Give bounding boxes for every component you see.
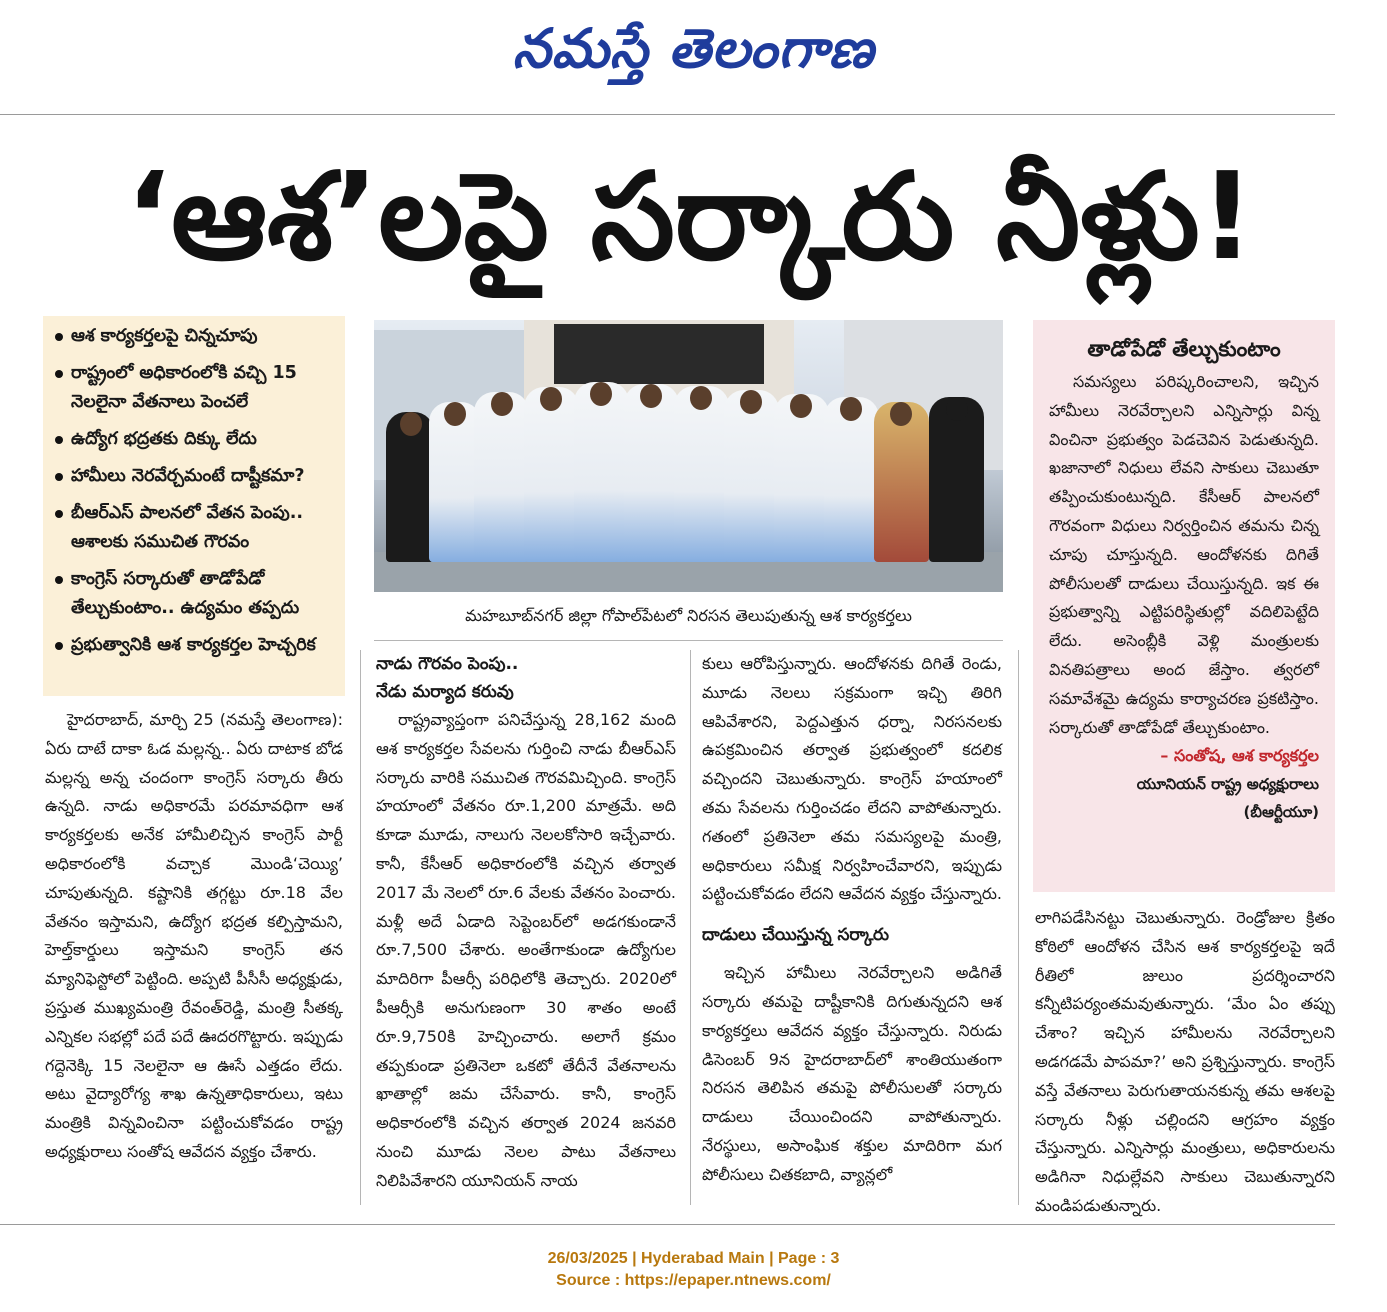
photo-person: [674, 386, 729, 562]
column-divider: [690, 650, 691, 1205]
article-column-1: హైదరాబాద్, మార్చి 25 (నమస్తే తెలంగాణ): ఏరు దాటే దాకా ఓడ మల్లన్న.. ఏరు దాటాక బోడ మల్లన్న అన్న చందంగా కాంగ్రెస్ సర్కారు తీరు ఉన్నది. నాడు అధికారమే పరమావధిగా ఆశ కార్యకర్తలకు అనేక హామీలిచ్చిన కాంగ్రెస్ పార్టీ అధికారంలోకి వచ్చాక మొండి‘చెయ్యి’ చూపుతున్నది. కష్టానికి తగ్గట్టు రూ.18 వేల వేతనం ఇస్తామని, ఉద్యోగ భద్రత కల్పిస్తామని, హెల్త్‌కార్డులు ఇస్తామని కాంగ్రెస్ తన మ్యానిఫెస్టోలో పెట్టింది. అప్పటి పీసీసీ అధ్యక్షుడు, ప్రస్తుత ముఖ్యమంత్రి రేవంత్‌రెడ్డి, మంత్రి సీతక్క ఎన్నికల సభల్లో పదే పదే ఊదరగొట్టారు. ఇప్పుడు గద్దెనెక్కి 15 నెలలైనా ఆ ఊసే ఎత్తడం లేదు. అటు వైద్యారోగ్య శాఖ ఉన్నతాధికారులు, ఇటు మంత్రికి విన్నవించినా పట్టించుకోవడం రాష్ట్ర అధ్యక్షురాలు సంతోష ఆవేదన వ్యక్తం చేశారు.: [45, 710, 343, 1161]
bullet-item: ఆశ కార్యకర్తలపై చిన్నచూపు: [55, 322, 337, 351]
article-column-4: లాగిపడేసినట్టు చెబుతున్నారు. రెండ్రోజుల క్రితం కోఠిలో ఆందోళన చేసిన ఆశ కార్యకర్తలపై ఇదే రీతిలో జులుం ప్రదర్శించారని కన్నీటిపర్యంతమవుతున్నారు. ‘మేం ఏం తప్పు చేశాం? ఇచ్చిన హామీలను నెరవేర్చాలని అడగడమే పాపమా?’ అని ప్రశ్నిస్తున్నారు. కాంగ్రెస్ వస్తే వేతనాలు పెరుగుతాయనకున్న తమ ఆశలపై సర్కారు నీళ్లు చల్లిందని ఆగ్రహం వ్యక్తం చేస్తున్నారు. ఎన్నిసార్లు మంత్రులు, అధికారులను అడిగినా నిధుల్లేవని సాకులు చెబుతున్నారని మండిపడుతున్నారు.: [1035, 908, 1335, 1215]
photo-person: [774, 394, 829, 562]
footer-date-line: 26/03/2025 | Hyderabad Main | Page : 3: [547, 1250, 840, 1267]
column-subhead: నేడు మర్యాద కరువు: [376, 682, 514, 702]
column-text: కులు ఆరోపిస్తున్నారు. ఆందోళనకు దిగితే రెండు, మూడు నెలలు సక్రమంగా ఇచ్చి తిరిగి ఆపివేశారని, పెద్దఎత్తున ధర్నా, నిరసనలకు ఉపక్రమించిన తర్వాత ప్రభుత్వంలో కదలిక వచ్చిందని చెబుతున్నారు. కాంగ్రెస్ హయాంలో తమ సేవలను గుర్తించడం లేదని వాపోతున్నారు. గతంలో ప్రతినెలా తమ సమస్యలపై మంత్రి, అధికారులు సమీక్ష నిర్వహించేవారని, ఇప్పుడు పట్టించుకోవడం లేదని ఆవేదన వ్యక్తం చేస్తున్నారు.: [702, 654, 1002, 904]
bullet-item: బీఆర్ఎస్ పాలనలో వేతన పెంపు.. ఆశాలకు సముచిత గౌరవం: [55, 499, 337, 557]
photo-head: [491, 392, 513, 416]
sidebar-body: సమస్యలు పరిష్కరించాలని, ఇచ్చిన హామీలు నెరవేర్చాలని ఎన్నిసార్లు విన్న వించినా ప్రభుత్వం పెడచెవిన పెడుతున్నది. ఖజానాలో నిధులు లేవని సాకులు చెబుతూ తప్పించుకుంటున్నది. కేసీఆర్ పాలనలో గౌరవంగా విధులు నిర్వర్తించిన తమను చిన్న చూపు చూస్తున్నది. ఆందోళనకు దిగితే పోలీసులతో దాడులు చేయిస్తున్నది. ఇక ఈ ప్రభుత్వాన్ని ఎట్టిపరిస్థితుల్లో వదిలిపెట్టేది లేదు. అసెంబ్లీకి వెళ్లి మంత్రులకు వినతిపత్రాలు అంద జేస్తాం. త్వరలో సమావేశమై ఉద్యమ కార్యాచరణ ప్రకటిస్తాం. సర్కారుతో తాడోపేడో తేల్చుకుంటాం.: [1049, 372, 1319, 737]
top-rule: [0, 114, 1335, 115]
photo-head: [790, 394, 812, 418]
protest-photo: [374, 320, 1003, 592]
photo-head: [840, 397, 862, 421]
bullet-item: కాంగ్రెస్ సర్కారుతో తాడోపేడో తేల్చుకుంటాం.. ఉద్యమం తప్పదు: [55, 565, 337, 623]
sidebar-title: తాడోపేడో తేల్చుకుంటాం: [1087, 337, 1281, 361]
photo-person: [824, 397, 879, 562]
signature-role: యూనియన్ రాష్ట్ర అధ్యక్షురాలు: [1136, 775, 1319, 794]
photo-signboard: [554, 324, 764, 384]
sidebar-box: [1033, 320, 1335, 892]
bottom-rule: [0, 1224, 1335, 1225]
bullet-item: హామీలు నెరవేర్చమంటే దాష్టీకమా?: [55, 462, 337, 491]
photo-person: [874, 402, 929, 562]
photo-person: [524, 387, 579, 562]
sidebar-signature: [1049, 742, 1319, 770]
article-column-2: [376, 650, 676, 1196]
headline: [40, 128, 1340, 308]
photo-head: [690, 386, 712, 410]
photo-head: [590, 382, 612, 406]
signature-credit: (బీఆర్టీయూ): [1243, 803, 1319, 822]
column-text: రాష్ట్రవ్యాప్తంగా పనిచేస్తున్న 28,162 మంది ఆశ కార్యకర్తల సేవలను గుర్తించి నాడు బీఆర్ఎస్ సర్కారు వారికి సముచిత గౌరవమిచ్చింది. కాంగ్రెస్ హయాంలో వేతనం రూ.1,200 మాత్రమే. అది కూడా మూడు, నాలుగు నెలలకోసారి ఇచ్చేవారు. కానీ, కేసీఆర్ అధికారంలోకి వచ్చిన తర్వాత 2017 మే నెలలో రూ.6 వేలకు వేతనం పెంచారు. మళ్లీ అదే ఏడాది సెప్టెంబర్‌లో అడగకుండానే రూ.7,500 చేశారు. అంతేగాకుండా ఉద్యోగుల మాదిరిగా పీఆర్సీ పరిధిలోకి తెచ్చారు. 2020లో పీఆర్సీకి అనుగుణంగా 30 శాతం అంటే రూ.9,750కి హెచ్చించారు. అలాగే క్రమం తప్పకుండా ప్రతినెలా ఒకటో తేదీనే వేతనాలను ఖాతాల్లో జమ చేసేవారు. కానీ, కాంగ్రెస్ అధికారంలోకి వచ్చిన తర్వాత 2024 జనవరి నుంచి మూడు నెలల పాటు వేతనాలు నిలిపివేశారని యూనియన్ నాయ: [376, 710, 676, 1190]
photo-head: [400, 412, 422, 436]
photo-person: [929, 397, 984, 562]
photo-head: [946, 397, 968, 421]
bullet-item: ప్రభుత్వానికి ఆశ కార్యకర్తల హెచ్చరిక: [55, 631, 337, 660]
photo-head: [444, 402, 466, 426]
photo-person: [574, 382, 629, 562]
column-text: ఇచ్చిన హామీలు నెరవేర్చాలని అడిగితే సర్కారు తమపై దాష్టీకానికి దిగుతున్నదని ఆశ కార్యకర్తలు ఆవేదన వ్యక్తం చేస్తున్నారు. నిరుడు డిసెంబర్ 9న హైదరాబాద్‌లో శాంతియుతంగా నిరసన తెలిపిన తమపై పోలీసులతో సర్కారు దాడులు చేయించిందని వాపోతున్నారు. నేరస్థులు, అసాంఘిక శక్తుల మాదిరిగా మగ పోలీసులు చితకబాది, వ్యాన్లలో: [702, 963, 1002, 1184]
column-divider: [360, 650, 361, 1205]
column-subhead: దాడులు చేయిస్తున్న సర్కారు: [702, 925, 890, 946]
footer-source-line: Source : https://epaper.ntnews.com/: [556, 1272, 831, 1289]
photo-head: [640, 384, 662, 408]
signature-name: సంతోష, ఆశ కార్యకర్తల: [1173, 746, 1319, 766]
bullet-box: [43, 316, 345, 696]
caption-rule: [374, 640, 1003, 641]
masthead: [0, 8, 1387, 88]
bullet-item: రాష్ట్రంలో అధికారంలోకి వచ్చి 15 నెలలైనా వేతనాలు పెంచలే: [55, 359, 337, 417]
bullet-item: ఉద్యోగ భద్రతకు దిక్కు లేదు: [55, 425, 337, 454]
photo-head: [890, 402, 912, 426]
photo-person: [724, 390, 779, 562]
photo-person: [474, 392, 529, 562]
photo-caption: మహబూబ్‌నగర్ జిల్లా గోపాల్‌పేటలో నిరసన తెలుపుతున్న ఆశ కార్యకర్తలు: [465, 606, 912, 625]
headline-text: ‘ఆశ’లపై సర్కారు నీళ్లు!: [125, 148, 1255, 287]
photo-person: [624, 384, 679, 562]
photo-head: [740, 390, 762, 414]
masthead-logo: నమస్తే తెలంగాణ: [512, 16, 875, 80]
signature-dash: –: [1160, 746, 1174, 766]
column-subhead: నాడు గౌరవం పెంపు..: [376, 654, 519, 674]
photo-head: [540, 387, 562, 411]
article-column-3: [702, 650, 1002, 1190]
column-divider: [1018, 650, 1019, 1205]
